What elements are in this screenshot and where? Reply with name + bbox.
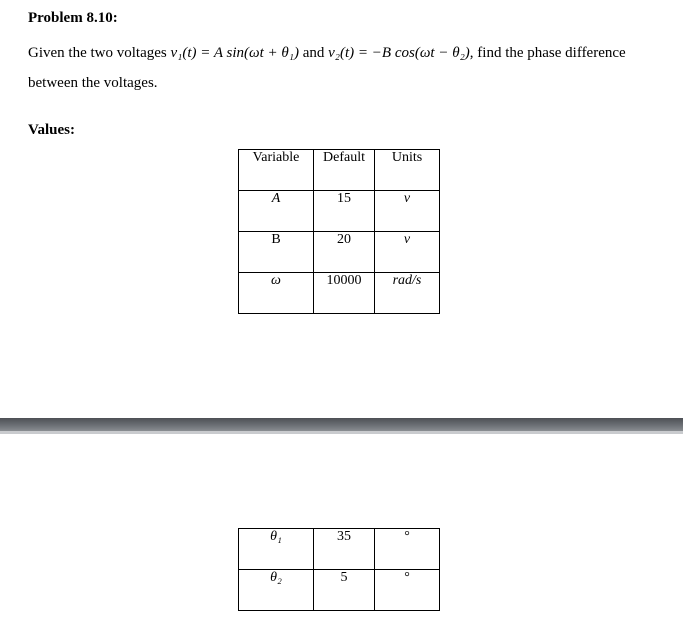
units-cell: v (375, 191, 440, 232)
divider-shadow (0, 431, 683, 434)
default-cell: 15 (314, 191, 375, 232)
variable-cell: θ₁ (239, 529, 314, 570)
default-cell: 5 (314, 570, 375, 611)
default-cell: 35 (314, 529, 375, 570)
variable-cell: A (239, 191, 314, 232)
v1-expression: v₁(t) = A sin(ωt + θ₁) (170, 45, 299, 61)
units-cell: v (375, 232, 440, 273)
units-cell: ° (375, 570, 440, 611)
table-row (239, 273, 440, 314)
table-row (239, 232, 440, 273)
values-label: Values: (28, 122, 75, 138)
statement-text-mid: and (298, 45, 329, 61)
units-cell: ° (375, 529, 440, 570)
table-row (239, 529, 440, 570)
table-header-row (239, 150, 440, 191)
table-row (239, 191, 440, 232)
default-cell: 10000 (314, 273, 375, 314)
values-table (238, 149, 440, 314)
problem-statement (28, 38, 668, 98)
page-divider (0, 418, 683, 434)
problem-title: Problem 8.10: (28, 10, 118, 26)
statement-text-end: , find the phase difference between the voltages. (28, 45, 626, 91)
header-default: Default (314, 150, 375, 191)
default-cell: 20 (314, 232, 375, 273)
variable-cell: θ₂ (239, 570, 314, 611)
variable-cell: B (239, 232, 314, 273)
table-row (239, 570, 440, 611)
variable-cell: ω (239, 273, 314, 314)
statement-text-start: Given the two voltages (28, 45, 171, 61)
v2-expression: v₂(t) = −B cos(ωt − θ₂) (328, 45, 470, 61)
header-variable: Variable (239, 150, 314, 191)
values-table-continued (238, 528, 440, 611)
units-cell: rad/s (375, 273, 440, 314)
header-units: Units (375, 150, 440, 191)
